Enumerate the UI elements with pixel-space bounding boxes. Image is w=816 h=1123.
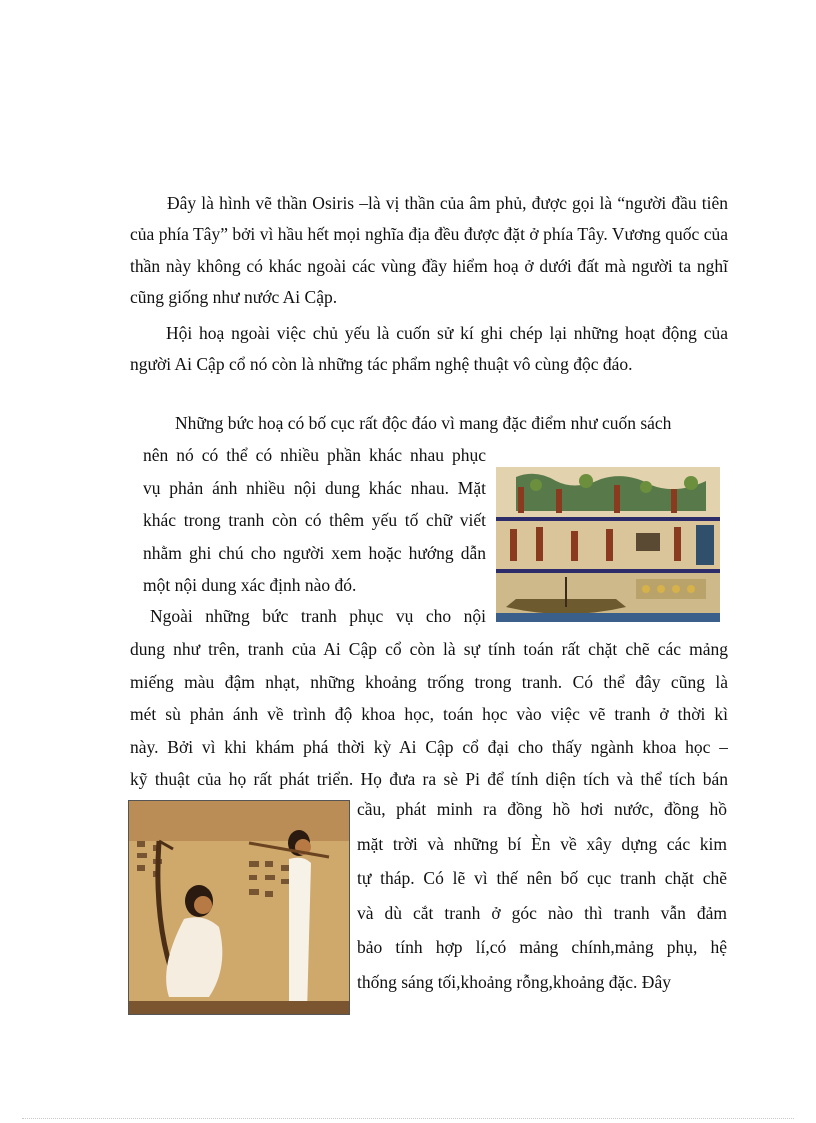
text-line: mét sù phản ánh về trình độ khoa học, toán học vào việc vẽ tranh ở thời kì	[130, 704, 728, 725]
text-line: tự tháp. Có lẽ vì thế nên bố cục tranh chặt chẽ	[357, 868, 727, 889]
text-line: vụ phản ánh nhiều nội dung khác nhau. Mặt	[143, 477, 486, 498]
text-line: mặt trời và những bí Èn về xây dựng các kim	[357, 833, 727, 854]
text-line: và dù cắt tranh ở góc nào thì tranh vẫn đảm	[357, 902, 727, 923]
paragraph-composition-first-line	[130, 408, 728, 439]
text-line: Những bức hoạ có bố cục rất độc đáo vì mang đặc điểm như cuốn sách	[175, 413, 672, 433]
egyptian-harpist-painting	[128, 800, 350, 1015]
page-bottom-border	[22, 1118, 794, 1119]
paragraph-composition-wrap	[143, 439, 486, 602]
paragraph-math-first-line	[150, 600, 486, 633]
text-line: Ngoài những bức tranh phục vụ cho nội	[150, 606, 486, 626]
egyptian-wall-painting	[496, 467, 720, 622]
text-line: dung như trên, tranh của Ai Cập cổ còn là sự tính toán rất chặt chẽ các mảng	[130, 639, 728, 659]
text-line: khác trong tranh còn có thêm yếu tố chữ viết	[143, 510, 486, 530]
paragraph-math-body	[130, 633, 728, 796]
text-line: một nội dung xác định nào đó.	[143, 575, 357, 595]
harpist-illustration	[129, 801, 349, 1014]
text-line: thống sáng tối,khoảng rỗng,khoảng đặc. Đây	[357, 971, 671, 992]
text-line: cầu, phát minh ra đồng hồ hơi nước, đồng hồ	[357, 799, 727, 819]
text-line: này. Bởi vì khi khám phá thời kỳ Ai Cập cổ đại cho thấy ngành khoa học –	[130, 736, 728, 757]
text-line: kỹ thuật của họ rất phát triển. Họ đưa ra sè Pi để tính diện tích và thể tích bán	[130, 769, 728, 790]
text-line: nhằm ghi chú cho người xem hoặc hướng dẫn	[143, 542, 486, 563]
paragraph-osiris: Đây là hình vẽ thần Osiris –là vị thần của âm phủ, được gọi là “người đầu tiên của phía Tây” bởi vì hầu hết mọi nghĩa địa đều được đặt ở phía Tây. Vương quốc của thần này không có khác ngoài các vùng đầy hiểm hoạ ở dưới đất mà người ta nghĩ cũng giống như nước Ai Cập.	[130, 193, 728, 308]
paragraph-painting-intro: Hội hoạ ngoài việc chủ yếu là cuốn sử kí ghi chép lại những hoạt động của người Ai Cập cổ nó còn là những tác phẩm nghệ thuật vô cùng độc đáo.	[130, 323, 728, 375]
paragraph-math-wrap	[357, 792, 727, 1000]
wall-painting-illustration	[496, 467, 720, 622]
text-line: bảo tính hợp lí,có mảng chính,mảng phụ, hệ	[357, 937, 727, 958]
text-line: nên nó có thể có nhiều phần khác nhau phục	[143, 445, 486, 465]
text-line: miếng màu đậm nhạt, những khoảng trống trong tranh. Có thể đây cũng là	[130, 671, 728, 692]
